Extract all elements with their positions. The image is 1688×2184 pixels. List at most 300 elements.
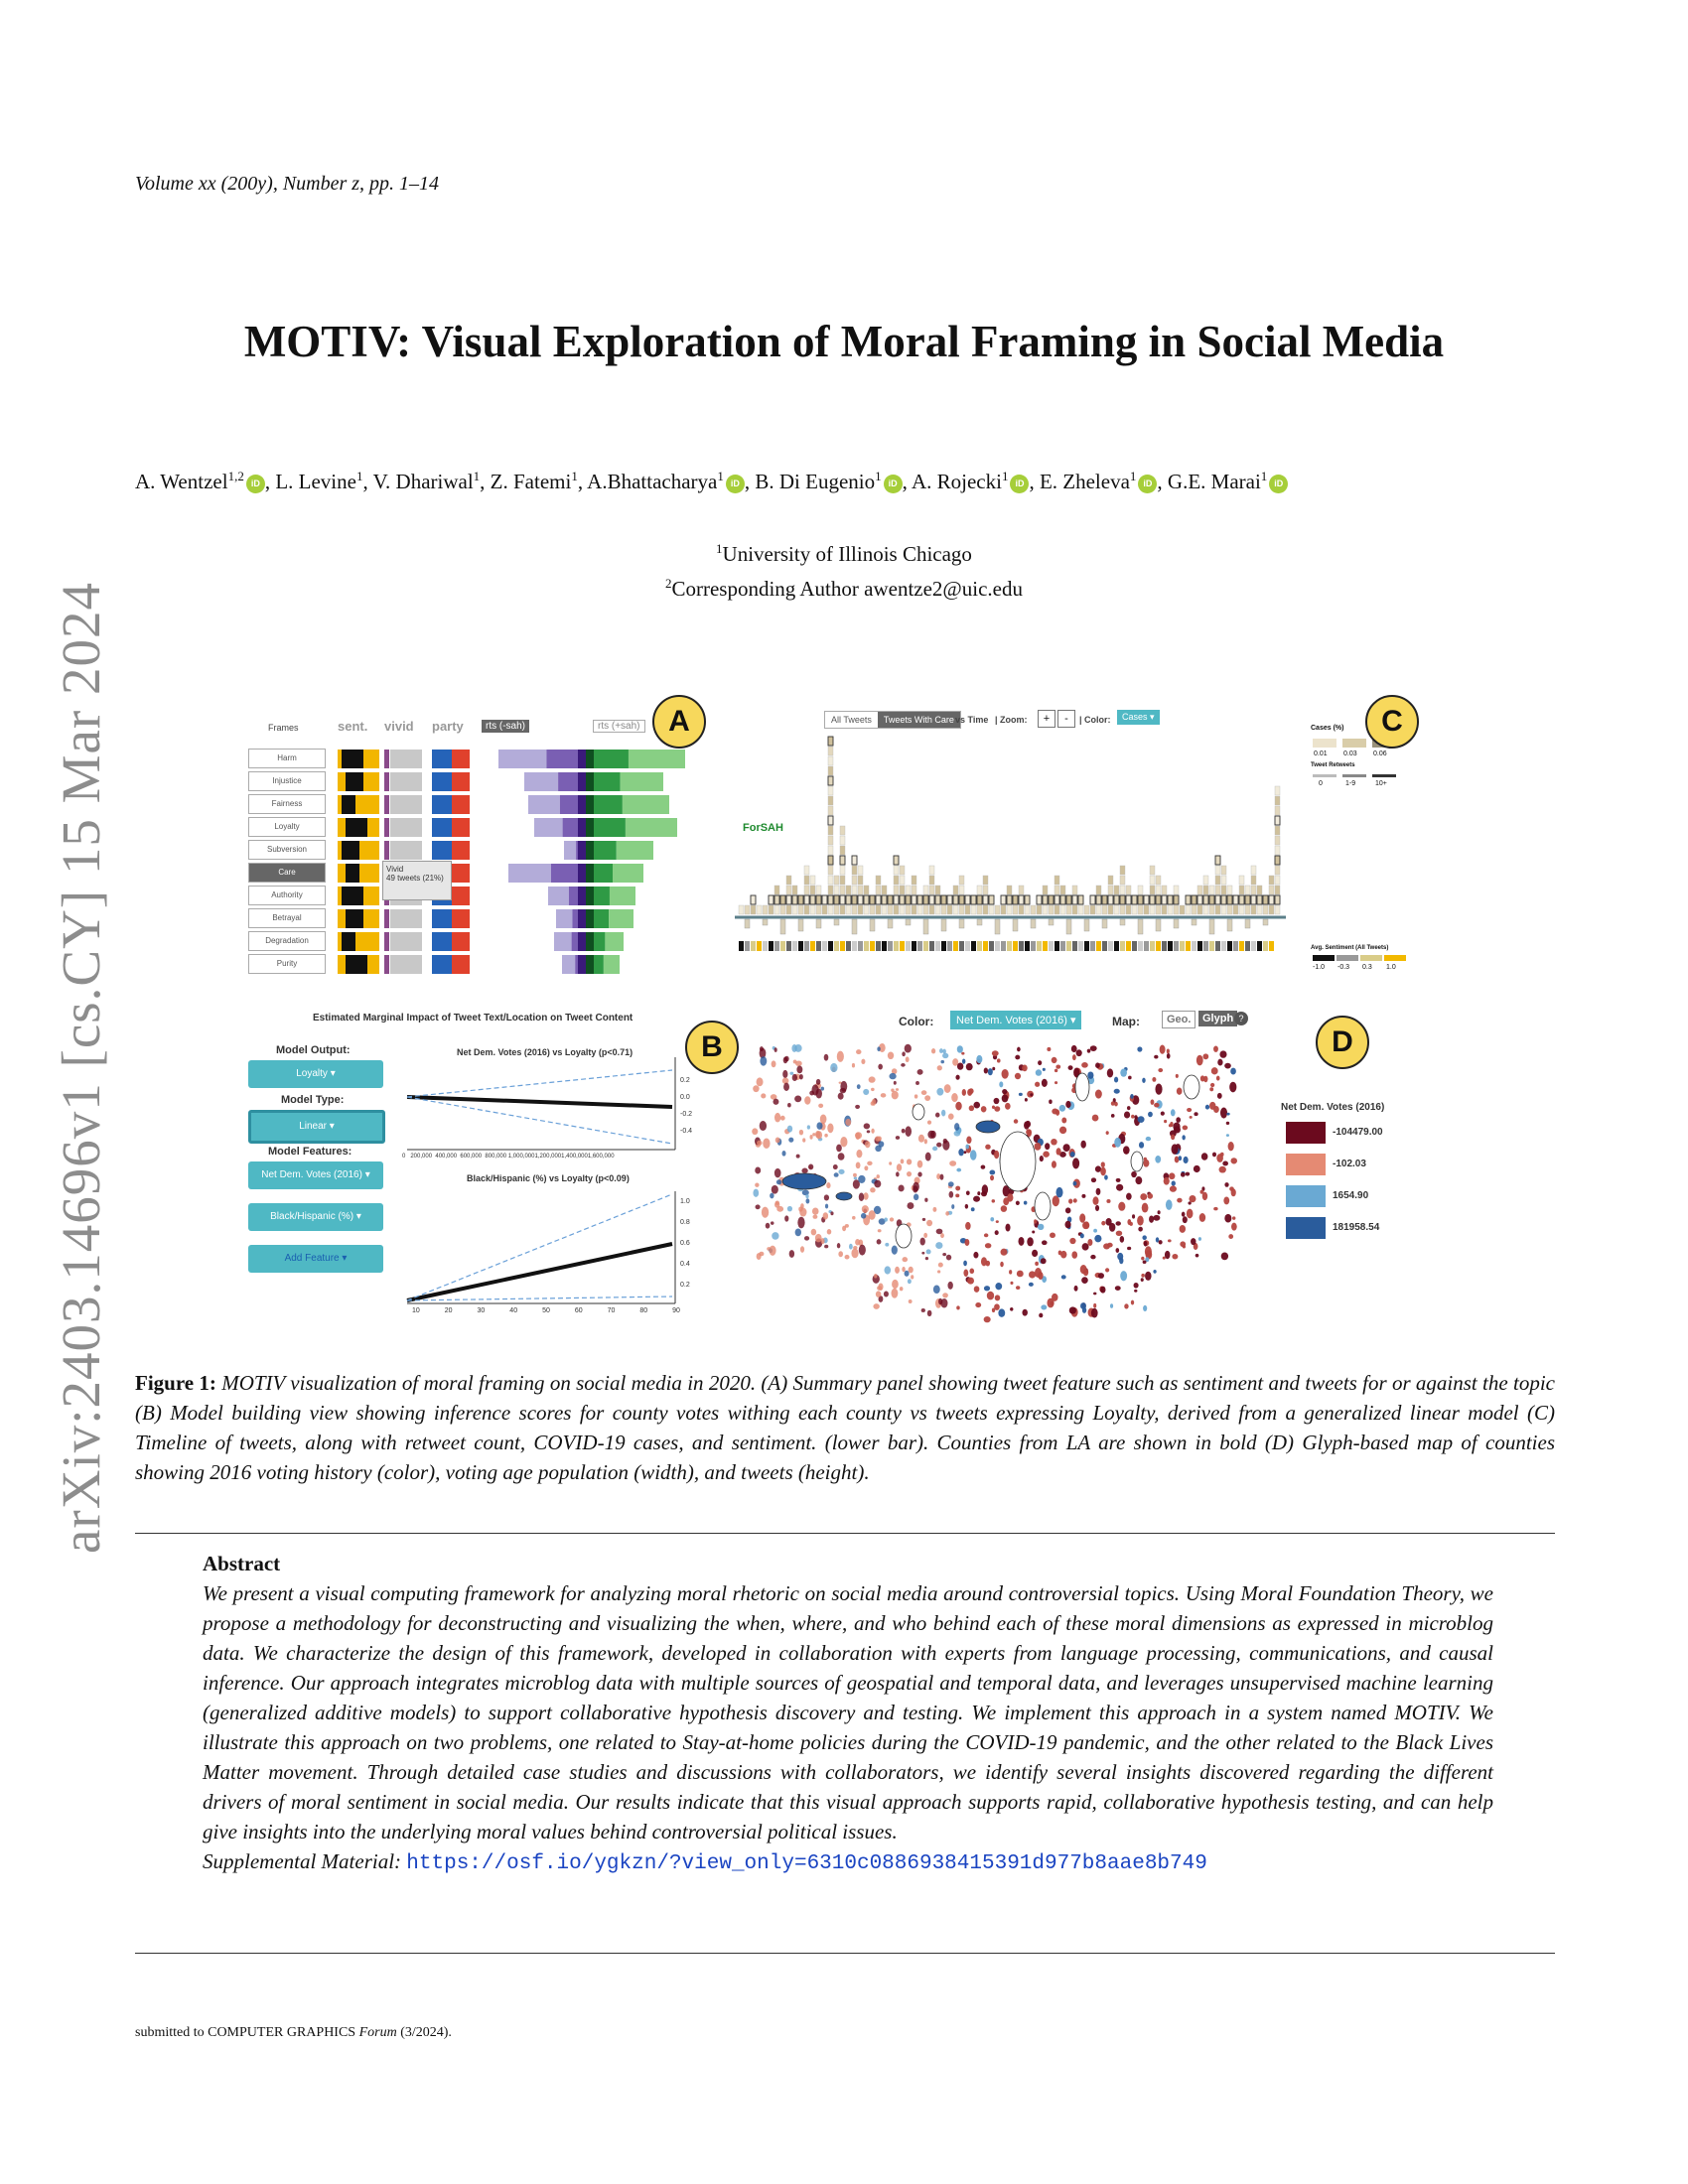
county-glyph: [965, 1145, 969, 1150]
author-name: E. Zheleva: [1039, 470, 1130, 493]
tweet-glyph-below: [852, 919, 857, 934]
county-glyph: [1038, 1272, 1043, 1280]
map-option-glyph[interactable]: Glyph: [1198, 1011, 1237, 1026]
county-glyph: [853, 1173, 857, 1177]
zoom-out-button[interactable]: -: [1057, 710, 1075, 728]
panel-a: [243, 695, 720, 983]
county-glyph: [926, 1220, 932, 1226]
county-glyph: [1153, 1270, 1156, 1274]
frame-bars: [243, 695, 720, 983]
sentiment-cell: [1031, 941, 1036, 951]
glyph-map: [745, 1032, 1251, 1335]
county-glyph: [1087, 1071, 1093, 1078]
sentiment-bar: [373, 909, 379, 928]
author-name: B. Di Eugenio: [755, 470, 876, 493]
county-glyph: [913, 1182, 919, 1192]
sentiment-cell: [965, 941, 970, 951]
orcid-icon[interactable]: iD: [1138, 475, 1157, 493]
large-county-glyph: [1184, 1075, 1199, 1099]
county-glyph: [1047, 1047, 1051, 1051]
tweet-glyph: [828, 816, 833, 825]
tweet-glyph: [1019, 905, 1024, 914]
tweet-glyph-below: [977, 919, 982, 925]
sentiment-bar: [346, 772, 363, 791]
county-glyph: [1137, 1216, 1144, 1226]
tweet-glyph: [1156, 876, 1161, 885]
tweet-glyph: [1120, 876, 1125, 885]
col-label-rts-minus: rts (-sah): [482, 720, 529, 733]
county-glyph: [845, 1224, 849, 1228]
frame-button-authority[interactable]: Authority: [248, 886, 326, 905]
county-glyph: [1177, 1198, 1182, 1203]
county-glyph: [775, 1201, 779, 1205]
tweet-glyph: [828, 876, 833, 885]
county-glyph: [1142, 1203, 1149, 1213]
county-glyph: [955, 1102, 961, 1111]
county-glyph: [948, 1181, 954, 1186]
tweet-glyph: [1221, 895, 1226, 904]
author-affil-sup: 1: [1001, 469, 1009, 483]
county-glyph: [919, 1238, 924, 1246]
tweet-glyph: [894, 866, 899, 875]
county-glyph: [762, 1207, 769, 1218]
sentiment-cell: [1221, 941, 1226, 951]
tweet-glyph-below: [870, 919, 875, 931]
rts-minus-bar: [578, 818, 586, 837]
county-glyph: [1105, 1268, 1109, 1272]
badge-d: D: [1316, 1016, 1369, 1069]
county-glyph: [840, 1137, 847, 1147]
author-name: A. Rojecki: [911, 470, 1002, 493]
county-glyph: [1005, 1103, 1011, 1110]
sentiment-cell: [906, 941, 911, 951]
tweet-glyph: [923, 886, 928, 894]
county-glyph: [927, 1310, 932, 1316]
map-option-geo[interactable]: Geo.: [1162, 1011, 1196, 1028]
county-glyph: [1181, 1172, 1186, 1177]
county-glyph: [1212, 1153, 1216, 1158]
tweet-glyph: [947, 905, 952, 914]
author-name: G.E. Marai: [1167, 470, 1261, 493]
county-glyph: [874, 1180, 881, 1188]
county-glyph: [881, 1093, 887, 1098]
tweet-glyph: [1197, 886, 1202, 894]
tweet-glyph: [1072, 895, 1077, 904]
tweet-glyph: [1102, 905, 1107, 914]
county-glyph: [905, 1126, 912, 1137]
legend-cases-label: 0.06: [1373, 751, 1387, 757]
frame-button-fairness[interactable]: Fairness: [248, 794, 326, 814]
feature-select-net-dem[interactable]: Net Dem. Votes (2016) ▾: [248, 1161, 383, 1189]
large-county-glyph: [1075, 1073, 1089, 1101]
county-glyph: [1217, 1093, 1222, 1099]
county-glyph: [1095, 1089, 1102, 1098]
county-glyph: [914, 1194, 918, 1201]
caption-label: Figure 1:: [135, 1371, 216, 1395]
sentiment-cell: [1192, 941, 1196, 951]
frame-button-harm[interactable]: Harm: [248, 749, 326, 768]
county-glyph: [909, 1299, 913, 1303]
map-legend-label: 1654.90: [1333, 1190, 1369, 1201]
county-glyph: [877, 1046, 880, 1051]
county-glyph: [800, 1203, 804, 1209]
tweet-glyph: [745, 905, 750, 914]
county-glyph: [1226, 1134, 1229, 1137]
rts-plus-bar: [586, 795, 594, 814]
county-glyph: [1016, 1201, 1020, 1205]
county-glyph: [773, 1099, 778, 1105]
county-glyph: [826, 1182, 830, 1188]
county-glyph: [1180, 1241, 1186, 1247]
county-glyph: [907, 1202, 914, 1209]
sentiment-cell: [757, 941, 762, 951]
legend-cases-label: 0.01: [1314, 751, 1328, 757]
county-glyph: [1198, 1237, 1201, 1241]
large-county-glyph: [1000, 1132, 1036, 1191]
county-glyph: [915, 1081, 919, 1085]
tweet-glyph: [876, 905, 881, 914]
tweet-glyph: [1275, 886, 1280, 894]
rts-minus-bar: [578, 772, 586, 791]
county-glyph: [838, 1093, 844, 1100]
county-glyph: [1205, 1105, 1209, 1110]
tweet-glyph: [1192, 895, 1196, 904]
color-select-c[interactable]: Cases ▾: [1117, 710, 1160, 725]
tab-all-tweets[interactable]: All Tweets: [831, 715, 872, 725]
county-glyph: [789, 1250, 794, 1258]
plot2-x-tick: 30: [477, 1307, 486, 1314]
county-glyph: [1029, 1283, 1034, 1287]
zoom-in-button[interactable]: +: [1038, 710, 1055, 728]
tweet-glyph: [840, 876, 845, 885]
sentiment-cell: [780, 941, 785, 951]
county-glyph: [1025, 1098, 1028, 1102]
model-output-select[interactable]: Loyalty ▾: [248, 1060, 383, 1088]
county-glyph: [811, 1229, 816, 1236]
county-glyph: [1009, 1270, 1012, 1274]
tweet-glyph: [1233, 895, 1238, 904]
sentiment-cell: [792, 941, 797, 951]
orcid-icon[interactable]: iD: [884, 475, 903, 493]
feature-select-black-hispanic[interactable]: Black/Hispanic (%) ▾: [248, 1203, 383, 1231]
county-glyph: [964, 1239, 969, 1246]
county-glyph: [804, 1236, 809, 1241]
legend-rt-label: 0: [1319, 780, 1323, 787]
county-glyph: [1035, 1262, 1039, 1266]
rts-plus-bar: [586, 909, 594, 928]
tweet-glyph: [1209, 886, 1214, 894]
tweet-glyph: [894, 895, 899, 904]
vivid-bar: [390, 795, 422, 814]
sentiment-cell: [1072, 941, 1077, 951]
sentiment-cell: [1007, 941, 1012, 951]
county-glyph: [856, 1150, 862, 1158]
county-glyph: [1106, 1131, 1109, 1135]
county-glyph: [1081, 1062, 1088, 1068]
tweet-glyph: [1138, 905, 1143, 914]
plot2-x-tick: 70: [607, 1307, 616, 1314]
county-glyph: [900, 1287, 904, 1291]
sentiment-cell: [739, 941, 744, 951]
tweet-glyph: [971, 895, 976, 904]
tweet-glyph: [1174, 905, 1179, 914]
plot2-fit-line: [407, 1244, 672, 1300]
county-glyph: [827, 1229, 832, 1235]
county-glyph: [1134, 1283, 1139, 1289]
sentiment-cell: [894, 941, 899, 951]
county-glyph: [1115, 1286, 1121, 1291]
county-glyph: [1090, 1255, 1095, 1259]
sentiment-cell: [846, 941, 851, 951]
supplemental-link[interactable]: https://osf.io/ygkzn/?view_only=6310c0886938415391d977b8aae8b749: [406, 1852, 1207, 1875]
county-glyph: [1142, 1078, 1146, 1083]
county-glyph: [890, 1217, 894, 1221]
county-glyph: [795, 1229, 801, 1237]
tweet-glyph: [1221, 866, 1226, 875]
tweet-glyph: [828, 766, 833, 775]
tweet-glyph: [1114, 905, 1119, 914]
help-icon[interactable]: ?: [1234, 1012, 1248, 1025]
tweet-glyph: [780, 905, 785, 914]
tweet-glyph: [912, 895, 916, 904]
county-glyph: [1093, 1229, 1097, 1233]
county-glyph: [1224, 1182, 1228, 1187]
county-glyph: [966, 1063, 973, 1070]
orcid-icon[interactable]: iD: [1269, 475, 1288, 493]
tweet-glyph: [1257, 905, 1262, 914]
county-glyph: [992, 1105, 995, 1109]
tweet-glyph: [1239, 895, 1244, 904]
county-glyph: [766, 1223, 771, 1229]
orcid-icon[interactable]: iD: [246, 475, 265, 493]
county-glyph: [925, 1257, 928, 1260]
county-glyph: [1194, 1112, 1197, 1116]
tweet-glyph: [840, 826, 845, 835]
county-glyph: [984, 1233, 988, 1237]
abstract-heading: Abstract: [203, 1552, 281, 1575]
county-glyph: [838, 1153, 845, 1160]
county-glyph: [873, 1303, 879, 1309]
county-glyph: [973, 1252, 978, 1259]
tweet-glyph: [900, 895, 905, 904]
tweet-glyph: [1227, 886, 1232, 894]
caption-text: MOTIV visualization of moral framing on social media in 2020. (A) Summary panel showing tweet feature such as sentiment and tweets for or against the topic (B) Model building view showing inference scores for county votes withing each county vs tweets expressing Loyalty, derived from a generalized linear model (C) Timeline of tweets, along with retweet count, COVID-19 cases, and sentiment. (lower bar). Counties from LA are shown in bold (D) Glyph-based map of counties showing 2016 voting history (color), voting age population (width), and tweets (height).: [135, 1371, 1555, 1484]
tweet-glyph: [1025, 895, 1030, 904]
county-glyph: [1141, 1278, 1144, 1282]
plot1-y-ticks: 0.2 0.0 -0.2 -0.4: [680, 1077, 693, 1135]
tweet-glyph: [1275, 856, 1280, 865]
party-bar: [452, 841, 470, 860]
plot1-title: Net Dem. Votes (2016) vs Loyalty (p<0.71): [457, 1047, 633, 1057]
county-glyph: [1059, 1127, 1066, 1134]
county-glyph: [1145, 1272, 1152, 1281]
county-glyph: [799, 1208, 806, 1217]
sentiment-cell: [900, 941, 905, 951]
county-glyph: [963, 1270, 968, 1277]
tweet-glyph: [834, 876, 839, 885]
county-glyph: [787, 1206, 792, 1212]
county-glyph: [1095, 1165, 1101, 1171]
orcid-icon[interactable]: iD: [726, 475, 745, 493]
tweet-glyph: [1120, 895, 1125, 904]
tweet-glyph: [1049, 905, 1054, 914]
county-glyph: [924, 1198, 927, 1202]
legend-sent-swatch: [1336, 955, 1358, 961]
tweet-glyph: [864, 905, 869, 914]
county-glyph: [901, 1063, 906, 1067]
county-glyph: [760, 1121, 767, 1131]
county-glyph: [1016, 1286, 1020, 1290]
county-glyph: [949, 1160, 956, 1166]
tweet-glyph: [828, 796, 833, 805]
tweet-glyph: [965, 905, 970, 914]
plot2-x-tick: 50: [542, 1307, 550, 1314]
orcid-icon[interactable]: iD: [1010, 475, 1029, 493]
frame-button-injustice[interactable]: Injustice: [248, 771, 326, 791]
sentiment-cell: [1203, 941, 1208, 951]
tweet-glyph-below: [1138, 919, 1143, 934]
county-glyph: [1055, 1069, 1057, 1073]
county-glyph: [1091, 1177, 1096, 1182]
frame-button-degradation[interactable]: Degradation: [248, 931, 326, 951]
tweet-glyph: [1156, 905, 1161, 914]
county-glyph: [1064, 1221, 1070, 1228]
frame-button-purity[interactable]: Purity: [248, 954, 326, 974]
county-glyph: [1062, 1144, 1069, 1152]
tweet-glyph-below: [798, 919, 803, 931]
county-glyph: [956, 1305, 960, 1309]
county-glyph: [1151, 1099, 1155, 1104]
sentiment-cell: [1025, 941, 1030, 951]
tweet-glyph: [983, 876, 988, 885]
rts-minus-bar: [573, 909, 579, 928]
tweet-glyph: [888, 895, 893, 904]
tweet-glyph: [828, 776, 833, 785]
tweet-glyph: [929, 905, 934, 914]
sentiment-bar: [342, 750, 363, 768]
county-glyph: [1134, 1115, 1137, 1119]
county-glyph: [801, 1168, 807, 1173]
county-glyph: [891, 1089, 894, 1092]
frame-button-care[interactable]: Care: [248, 863, 326, 883]
add-feature-button[interactable]: Add Feature ▾: [248, 1245, 383, 1273]
rts-minus-bar: [563, 818, 578, 837]
county-glyph: [1226, 1113, 1229, 1116]
tweet-glyph: [941, 905, 946, 914]
tweet-glyph: [1019, 895, 1024, 904]
county-glyph: [942, 1141, 949, 1151]
county-glyph: [1049, 1100, 1053, 1105]
county-glyph: [1068, 1065, 1073, 1070]
county-glyph: [757, 1141, 763, 1146]
county-glyph: [951, 1204, 954, 1209]
tab-tweets-with-care[interactable]: Tweets With Care: [878, 712, 960, 728]
tweet-glyph-below: [1102, 919, 1107, 928]
large-county-glyph: [976, 1121, 1000, 1133]
rts-plus-bar: [586, 887, 594, 905]
tweet-glyph: [1203, 876, 1208, 885]
tweet-glyph-below: [1031, 919, 1036, 928]
rts-minus-bar: [558, 772, 578, 791]
county-glyph: [1166, 1199, 1173, 1209]
tweet-glyph: [1078, 895, 1083, 904]
county-glyph: [782, 1070, 787, 1078]
col-label-sent: sent.: [338, 719, 368, 734]
sentiment-cell: [1251, 941, 1256, 951]
tweet-glyph: [941, 895, 946, 904]
frame-button-subversion[interactable]: Subversion: [248, 840, 326, 860]
vivid-bar: [390, 772, 422, 791]
party-bar: [452, 750, 470, 768]
tweet-glyph: [864, 886, 869, 894]
county-glyph: [1164, 1120, 1167, 1123]
vivid-bar: [384, 955, 389, 974]
county-glyph: [1176, 1117, 1181, 1123]
model-type-select[interactable]: Linear ▾: [248, 1110, 385, 1144]
large-county-glyph: [1131, 1152, 1143, 1171]
county-glyph: [1219, 1166, 1226, 1173]
county-glyph: [974, 1286, 980, 1293]
county-glyph: [973, 1102, 980, 1109]
county-glyph: [1148, 1112, 1153, 1118]
tweet-glyph: [1215, 866, 1220, 875]
county-glyph: [770, 1246, 776, 1256]
county-glyph: [1092, 1196, 1098, 1205]
county-glyph: [1093, 1293, 1096, 1296]
party-bar: [432, 795, 452, 814]
author-affil-sup: 1: [1260, 469, 1268, 483]
county-glyph: [962, 1058, 965, 1063]
tweet-glyph: [810, 905, 815, 914]
county-glyph: [1019, 1093, 1023, 1096]
paper-title: MOTIV: Visual Exploration of Moral Framing in Social Media: [243, 317, 1445, 366]
tweet-glyph: [780, 895, 785, 904]
tweet-glyph: [894, 905, 899, 914]
county-glyph: [805, 1198, 809, 1203]
county-glyph: [1175, 1157, 1180, 1163]
color-select-d[interactable]: Net Dem. Votes (2016) ▾: [950, 1011, 1081, 1029]
county-glyph: [1024, 1201, 1028, 1205]
tweet-glyph: [1060, 886, 1065, 894]
county-glyph: [947, 1282, 952, 1290]
county-glyph: [967, 1278, 974, 1285]
county-glyph: [1032, 1250, 1038, 1257]
tweet-glyph: [757, 905, 762, 914]
tweet-glyph: [1001, 895, 1006, 904]
county-glyph: [902, 1257, 908, 1262]
tweet-glyph: [1144, 905, 1149, 914]
tweet-glyph: [929, 876, 934, 885]
county-glyph: [911, 1275, 914, 1279]
sentiment-cell: [798, 941, 803, 951]
county-glyph: [1010, 1307, 1013, 1311]
tweet-glyph: [1275, 876, 1280, 885]
tweet-glyph: [1019, 886, 1024, 894]
tweet-glyph: [1043, 886, 1048, 894]
plot2-y-ticks: 1.0 0.8 0.6 0.4 0.2: [680, 1198, 690, 1289]
sentiment-cell: [1096, 941, 1101, 951]
county-glyph: [1188, 1201, 1191, 1204]
affiliation-2: $^2$Corresponding Author awentze2@uic.edu: [664, 576, 1023, 601]
frame-button-loyalty[interactable]: Loyalty: [248, 817, 326, 837]
sentiment-cell: [1168, 941, 1173, 951]
rts-minus-bar: [578, 750, 586, 768]
county-glyph: [946, 1255, 951, 1261]
county-glyph: [1061, 1275, 1066, 1279]
frame-button-betrayal[interactable]: Betrayal: [248, 908, 326, 928]
county-glyph: [1142, 1235, 1146, 1240]
county-glyph: [879, 1141, 885, 1147]
